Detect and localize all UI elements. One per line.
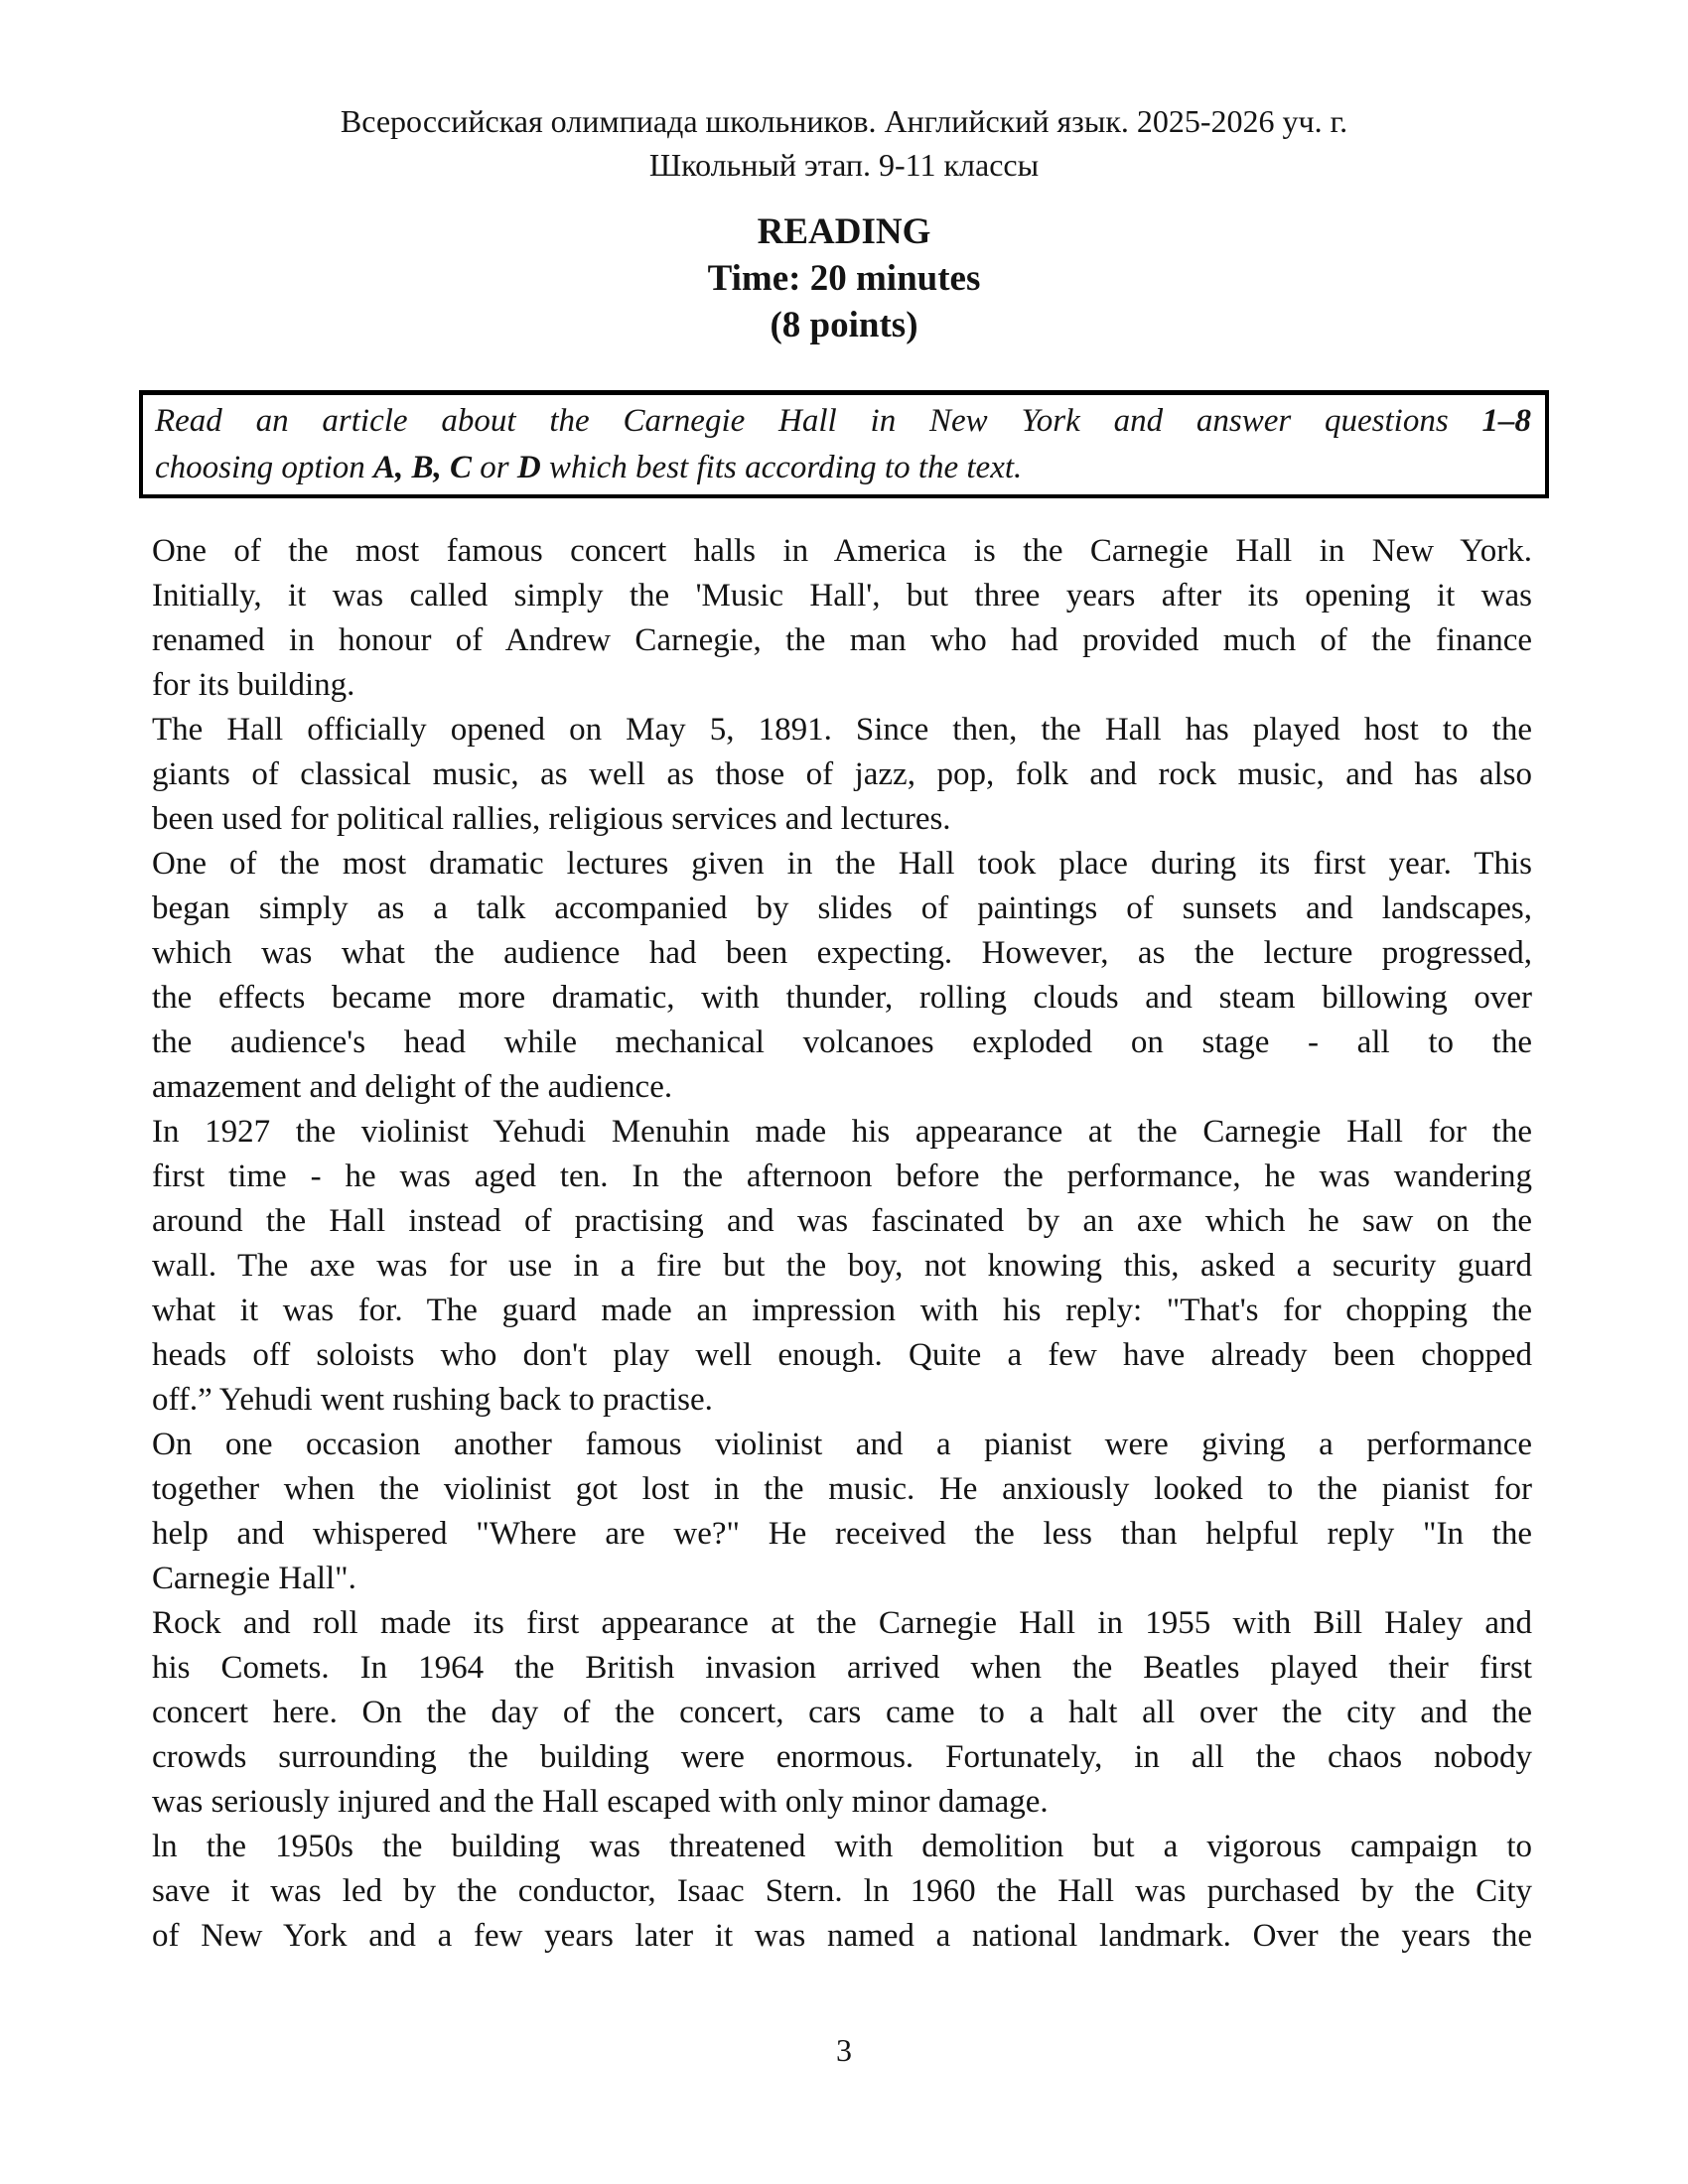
paragraph-line: save it was led by the conductor, Isaac Stern. ln 1960 the Hall was purchased by the City bbox=[152, 1873, 1532, 1909]
paragraph-line: wall. The axe was for use in a fire but the boy, not knowing this, asked a security guard bbox=[152, 1248, 1532, 1284]
paragraph-line: his Comets. In 1964 the British invasion arrived when the Beatles played their first bbox=[152, 1650, 1532, 1686]
paragraph-line: began simply as a talk accompanied by slides of paintings of sunsets and landscapes, bbox=[152, 890, 1532, 926]
paragraph-line: been used for political rallies, religious services and lectures. bbox=[152, 801, 951, 837]
paragraph bbox=[152, 708, 1532, 842]
section-time: Time: 20 minutes bbox=[707, 258, 981, 299]
paragraph bbox=[152, 1423, 1532, 1601]
paragraph bbox=[152, 529, 1532, 708]
header-line-1: Всероссийская олимпиада школьников. Английский язык. 2025-2026 уч. г. bbox=[340, 103, 1348, 139]
instruction-text: choosing option bbox=[155, 450, 373, 485]
paragraph-line: off.” Yehudi went rushing back to practise. bbox=[152, 1382, 713, 1418]
paragraph-line: giants of classical music, as well as those of jazz, pop, folk and rock music, and has also bbox=[152, 756, 1532, 792]
paragraph bbox=[152, 1825, 1532, 1959]
paragraph-line: the audience's head while mechanical volcanoes exploded on stage - all to the bbox=[152, 1024, 1532, 1060]
instruction-text: Read an article about the Carnegie Hall in New York and answer questions bbox=[155, 403, 1482, 439]
section-points: (8 points) bbox=[770, 305, 918, 345]
paragraph-line: was seriously injured and the Hall escaped with only minor damage. bbox=[152, 1784, 1049, 1820]
paragraph-line: crowds surrounding the building were enormous. Fortunately, in all the chaos nobody bbox=[152, 1739, 1532, 1775]
paragraph bbox=[152, 842, 1532, 1110]
instruction-line bbox=[155, 445, 1531, 491]
instruction-line bbox=[155, 398, 1531, 445]
paragraph-line: of New York and a few years later it was named a national landmark. Over the years the bbox=[152, 1918, 1532, 1954]
paragraph-line: In 1927 the violinist Yehudi Menuhin made his appearance at the Carnegie Hall for the bbox=[152, 1114, 1532, 1150]
document-header bbox=[0, 0, 1688, 187]
paragraph-line: ln the 1950s the building was threatened with demolition but a vigorous campaign to bbox=[152, 1829, 1532, 1864]
instruction-text: or bbox=[472, 450, 517, 485]
paragraph-line: together when the violinist got lost in the music. He anxiously looked to the pianist for bbox=[152, 1471, 1532, 1507]
paragraph-line: Initially, it was called simply the 'Music Hall', but three years after its opening it was bbox=[152, 578, 1532, 614]
instruction-bold-text: A, B, C bbox=[373, 450, 473, 485]
paragraph-line: On one occasion another famous violinist and a pianist were giving a performance bbox=[152, 1427, 1532, 1462]
paragraph-line: The Hall officially opened on May 5, 1891. Since then, the Hall has played host to the bbox=[152, 712, 1532, 748]
paragraph-line: amazement and delight of the audience. bbox=[152, 1069, 673, 1105]
instruction-bold-text: D bbox=[516, 450, 541, 485]
paragraph-line: Carnegie Hall". bbox=[152, 1561, 356, 1596]
paragraph-line: One of the most dramatic lectures given in the Hall took place during its first year. This bbox=[152, 846, 1532, 882]
paragraph-line: first time - he was aged ten. In the afternoon before the performance, he was wandering bbox=[152, 1159, 1532, 1194]
instruction-text: which best fits according to the text. bbox=[540, 450, 1023, 485]
article-body bbox=[152, 529, 1532, 1959]
paragraph-line: Rock and roll made its first appearance at the Carnegie Hall in 1955 with Bill Haley and bbox=[152, 1605, 1532, 1641]
paragraph-line: the effects became more dramatic, with thunder, rolling clouds and steam billowing over bbox=[152, 980, 1532, 1016]
paragraph-line: help and whispered "Where are we?" He received the less than helpful reply "In the bbox=[152, 1516, 1532, 1552]
section-title-block bbox=[0, 208, 1688, 348]
page-number: 3 bbox=[836, 2032, 852, 2068]
paragraph-line: renamed in honour of Andrew Carnegie, the man who had provided much of the finance bbox=[152, 622, 1532, 658]
paragraph-line: what it was for. The guard made an impression with his reply: "That's for chopping the bbox=[152, 1293, 1532, 1328]
paragraph bbox=[152, 1110, 1532, 1423]
paragraph-line: for its building. bbox=[152, 667, 355, 703]
paragraph-line: around the Hall instead of practising and was fascinated by an axe which he saw on the bbox=[152, 1203, 1532, 1239]
header-line-2: Школьный этап. 9-11 классы bbox=[648, 147, 1040, 183]
section-title: READING bbox=[757, 211, 931, 252]
paragraph-line: One of the most famous concert halls in America is the Carnegie Hall in New York. bbox=[152, 533, 1532, 569]
paragraph bbox=[152, 1601, 1532, 1825]
paragraph-line: which was what the audience had been expecting. However, as the lecture progressed, bbox=[152, 935, 1532, 971]
instruction-box bbox=[139, 390, 1549, 498]
instruction-bold-text: 1–8 bbox=[1481, 403, 1531, 439]
paragraph-line: heads off soloists who don't play well enough. Quite a few have already been chopped bbox=[152, 1337, 1532, 1373]
paragraph-line: concert here. On the day of the concert, cars came to a halt all over the city and the bbox=[152, 1695, 1532, 1730]
